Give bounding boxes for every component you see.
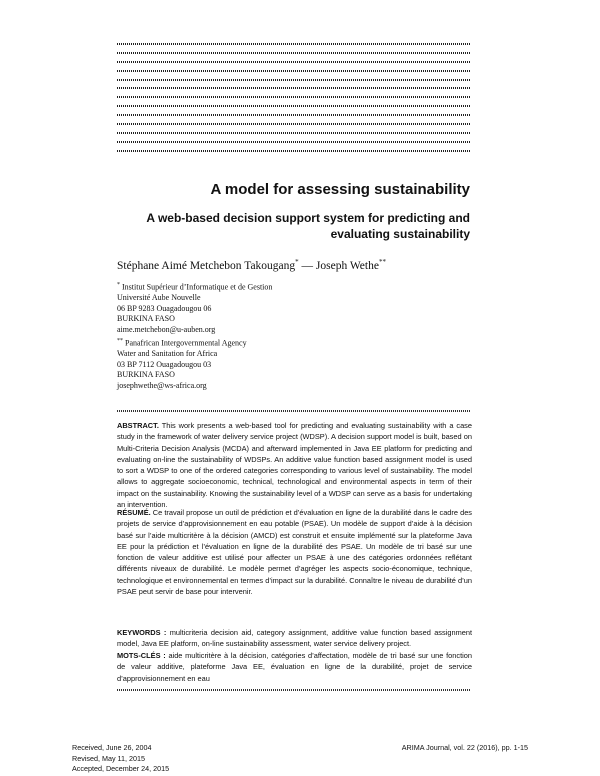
author-name: Joseph Wethe xyxy=(315,259,379,272)
motscles-text: aide multicritère à la décision, catégories d’affectation, modèle de tri basé sur une fonction de valeur additive, plateforme Java EE, évaluation en ligne de la durabilité, projet de service d’approvisionnement en eau xyxy=(117,651,472,683)
history-dates xyxy=(72,743,169,775)
resume-label: RÉSUMÉ. xyxy=(117,508,151,517)
abstract-label: ABSTRACT. xyxy=(117,421,159,430)
affiliation-line: 06 BP 9283 Ouagadougou 06 xyxy=(117,303,212,313)
header-placeholder-line xyxy=(117,70,471,72)
affiliation-line: Université Aube Nouvelle xyxy=(117,293,201,303)
abstract-text: This work presents a web-based tool for predicting and evaluating sustainability with a case study in the framework of water delivery service project (WDSP). A decision support model is built, based on Multi-Criteria Decision Analysis (MCDA) and afterward implemented in Java EE platform for predicting and evaluating on-line the sustainability of WDSPs. An additive value function based assignment model is used to sort a WDSP to one of the ordered categories corresponding to various level of sustainability. The model allows to aggregate socioeconomic, technical, technological and environmental aspects in term of their impact on the sustainability. Knowing the sustainability level of a WDSP can serve as a basis for undertaking an intervention. xyxy=(117,421,472,510)
author-line xyxy=(117,258,386,272)
header-placeholder-block xyxy=(117,43,471,159)
header-placeholder-line xyxy=(117,61,471,63)
affiliation-line: Water and Sanitation for Africa xyxy=(117,349,218,359)
revised-date: Revised, May 11, 2015 xyxy=(72,753,145,763)
header-placeholder-line xyxy=(117,96,471,98)
header-placeholder-line xyxy=(117,43,471,45)
affiliation-mark: * xyxy=(295,258,299,266)
resume-paragraph xyxy=(117,507,472,597)
affiliation-block xyxy=(117,280,272,336)
affiliation-mark: ** xyxy=(117,338,123,344)
affiliation-line: ** Panafrican Intergovernmental Agency xyxy=(117,338,247,348)
section-divider xyxy=(117,689,471,691)
accepted-date: Accepted, December 24, 2015 xyxy=(72,764,170,773)
affiliation-email: josephwethe@ws-africa.org xyxy=(117,381,207,391)
keywords-text: multicriteria decision aid, category assignment, additive value function based assignment model, Java EE platform, on-line sustainability assessment, water service delivery project. xyxy=(117,628,472,649)
affiliation-mark: * xyxy=(117,282,120,288)
header-placeholder-line xyxy=(117,87,471,89)
motscles-paragraph xyxy=(117,650,472,684)
paper-title: A model for assessing sustainability xyxy=(210,181,470,198)
resume-text: Ce travail propose un outil de prédiction et d’évaluation en ligne de la durabilité dans le cadre des projets de service d’approvisionnement en eau potable (PSAE). Un modèle de support d’aide à la décision basé sur l’aide multicritère à la décision (AMCD) est construit et ensuite implémenté sur la plateforme Java EE pour la prédiction et l’évaluation en ligne de la durabilité des PSAE. Un modèle de tri basé sur une fonction de valeur additive est utilisé pour affecter un PSAE à une des catégories ordonnées reflétant différents niveaux de durabilité. Le modèle permet d’agréger les aspects socio-économique, technique, technologique et environnemental en termes d’impact sur la durabilité. Connaître le niveau de durabilité d’un PSAE peut servir de base pour intervenir. xyxy=(117,508,472,597)
keywords-paragraph xyxy=(117,627,472,650)
header-placeholder-line xyxy=(117,132,471,134)
header-placeholder-line xyxy=(117,150,471,152)
received-date: Received, June 26, 2004 xyxy=(72,743,152,752)
motscles-label: MOTS-CLÉS : xyxy=(117,651,166,660)
header-placeholder-line xyxy=(117,123,471,125)
header-placeholder-line xyxy=(117,141,471,143)
author-name: Stéphane Aimé Metchebon Takougang xyxy=(117,259,296,272)
abstract-paragraph xyxy=(117,420,472,510)
affiliation-mark: ** xyxy=(378,258,386,266)
affiliation-line: 03 BP 7112 Ouagadougou 03 xyxy=(117,359,212,369)
affiliation-line: * Institut Supérieur d’Informatique et de Gestion xyxy=(117,282,273,292)
header-placeholder-line xyxy=(117,52,471,54)
affiliation-line: BURKINA FASO xyxy=(117,370,175,380)
author-separator: — xyxy=(298,259,316,272)
affiliation-block xyxy=(117,336,247,392)
header-placeholder-line xyxy=(117,105,471,107)
paper-subtitle: A web-based decision support system for predicting and evaluating sustainability xyxy=(146,211,470,241)
keywords-label: KEYWORDS : xyxy=(117,628,167,637)
journal-citation: ARIMA Journal, vol. 22 (2016), pp. 1-15 xyxy=(401,743,528,752)
header-placeholder-line xyxy=(117,114,471,116)
section-divider xyxy=(117,410,471,412)
affiliation-email: aime.metchebon@u-auben.org xyxy=(117,325,216,335)
header-placeholder-line xyxy=(117,79,471,81)
affiliation-line: BURKINA FASO xyxy=(117,314,175,324)
